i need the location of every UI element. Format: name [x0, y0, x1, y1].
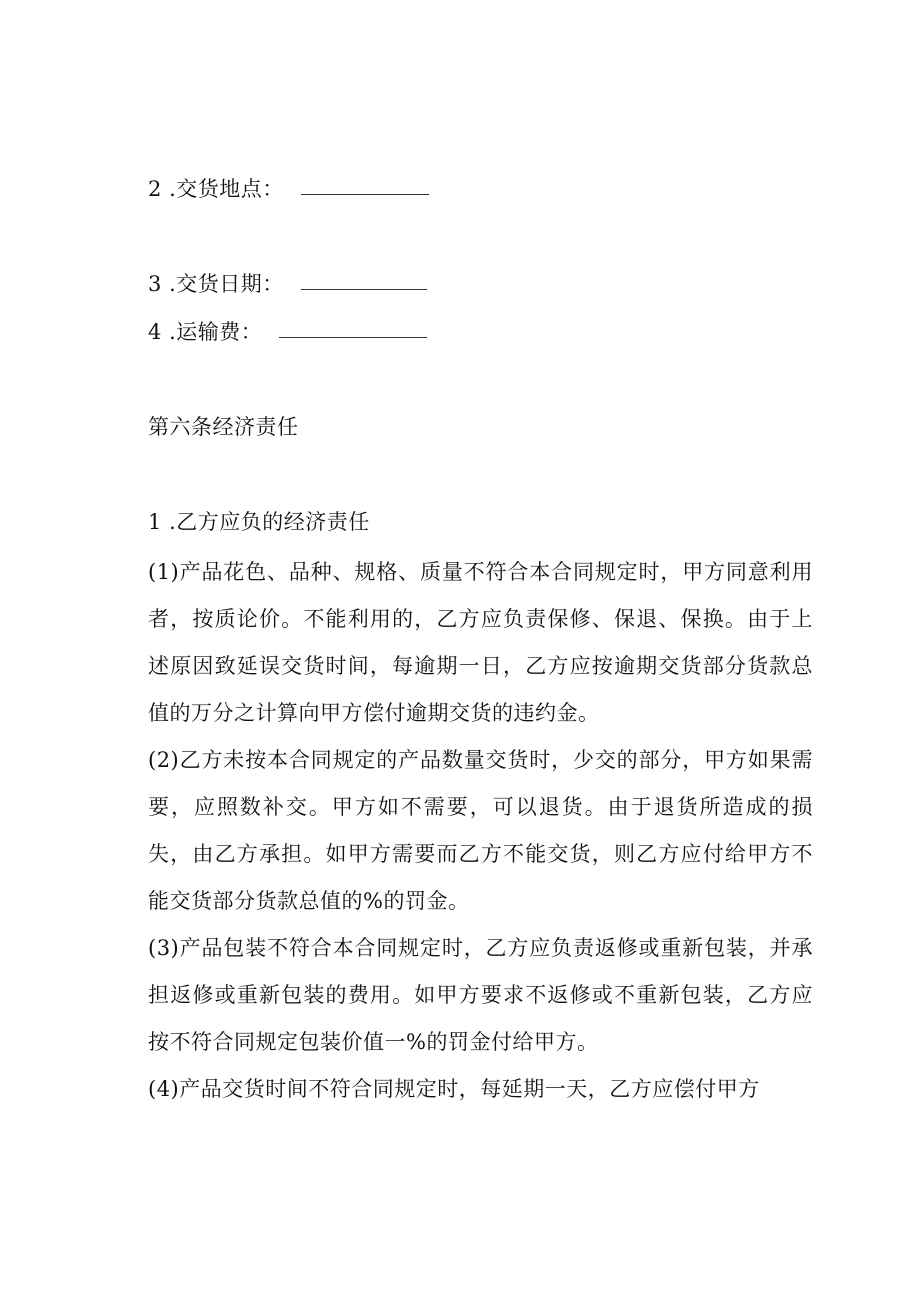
item-label: .交货日期： — [169, 272, 284, 296]
subsection-heading — [148, 512, 370, 533]
paragraph-2 — [148, 737, 813, 925]
paragraph-text: (1)产品花色、品种、规格、质量不符合本合同规定时，甲方同意利用者，按质论价。不能利用的，乙方应负责保修、保退、保换。由于上述原因致延误交货时间，每逾期一日，乙方应按逾期交货部分货款总值的万分之计算向甲方偿付逾期交货的违约金。 — [148, 560, 813, 725]
paragraph-1 — [148, 549, 813, 737]
section-title: 第六条经济责任 — [148, 415, 299, 439]
paragraph-3 — [148, 925, 813, 1066]
shipping-fee-blank[interactable] — [279, 336, 427, 338]
paragraph-text: (3)产品包装不符合本合同规定时，乙方应负责返修或重新包装，并承担返修或重新包装的费用。如甲方要求不返修或不重新包装，乙方应按不符合同规定包装价值一%的罚金付给甲方。 — [148, 936, 813, 1054]
item-number: 2 — [148, 177, 162, 201]
paragraph-text: (2)乙方未按本合同规定的产品数量交货时，少交的部分，甲方如果需要，应照数补交。甲方如不需要，可以退货。由于退货所造成的损失，由乙方承担。如甲方需要而乙方不能交货，则乙方应付给甲方不能交货部分货款总值的%的罚金。 — [148, 748, 813, 913]
delivery-date-blank[interactable] — [301, 288, 427, 290]
delivery-location-blank[interactable] — [301, 193, 429, 195]
item-number: 4 — [148, 320, 162, 344]
item-number: 3 — [148, 272, 162, 296]
paragraph-text: (4)产品交货时间不符合同规定时，每延期一天，乙方应偿付甲方 — [148, 1077, 760, 1101]
shipping-fee-item — [148, 322, 427, 343]
delivery-location-item — [148, 179, 429, 200]
delivery-date-item — [148, 274, 427, 295]
item-label: .运输费： — [169, 320, 263, 344]
subsection-number: 1 — [148, 510, 162, 534]
item-label: .交货地点： — [169, 177, 284, 201]
paragraph-4 — [148, 1066, 813, 1113]
subsection-label: .乙方应负的经济责任 — [169, 510, 370, 534]
